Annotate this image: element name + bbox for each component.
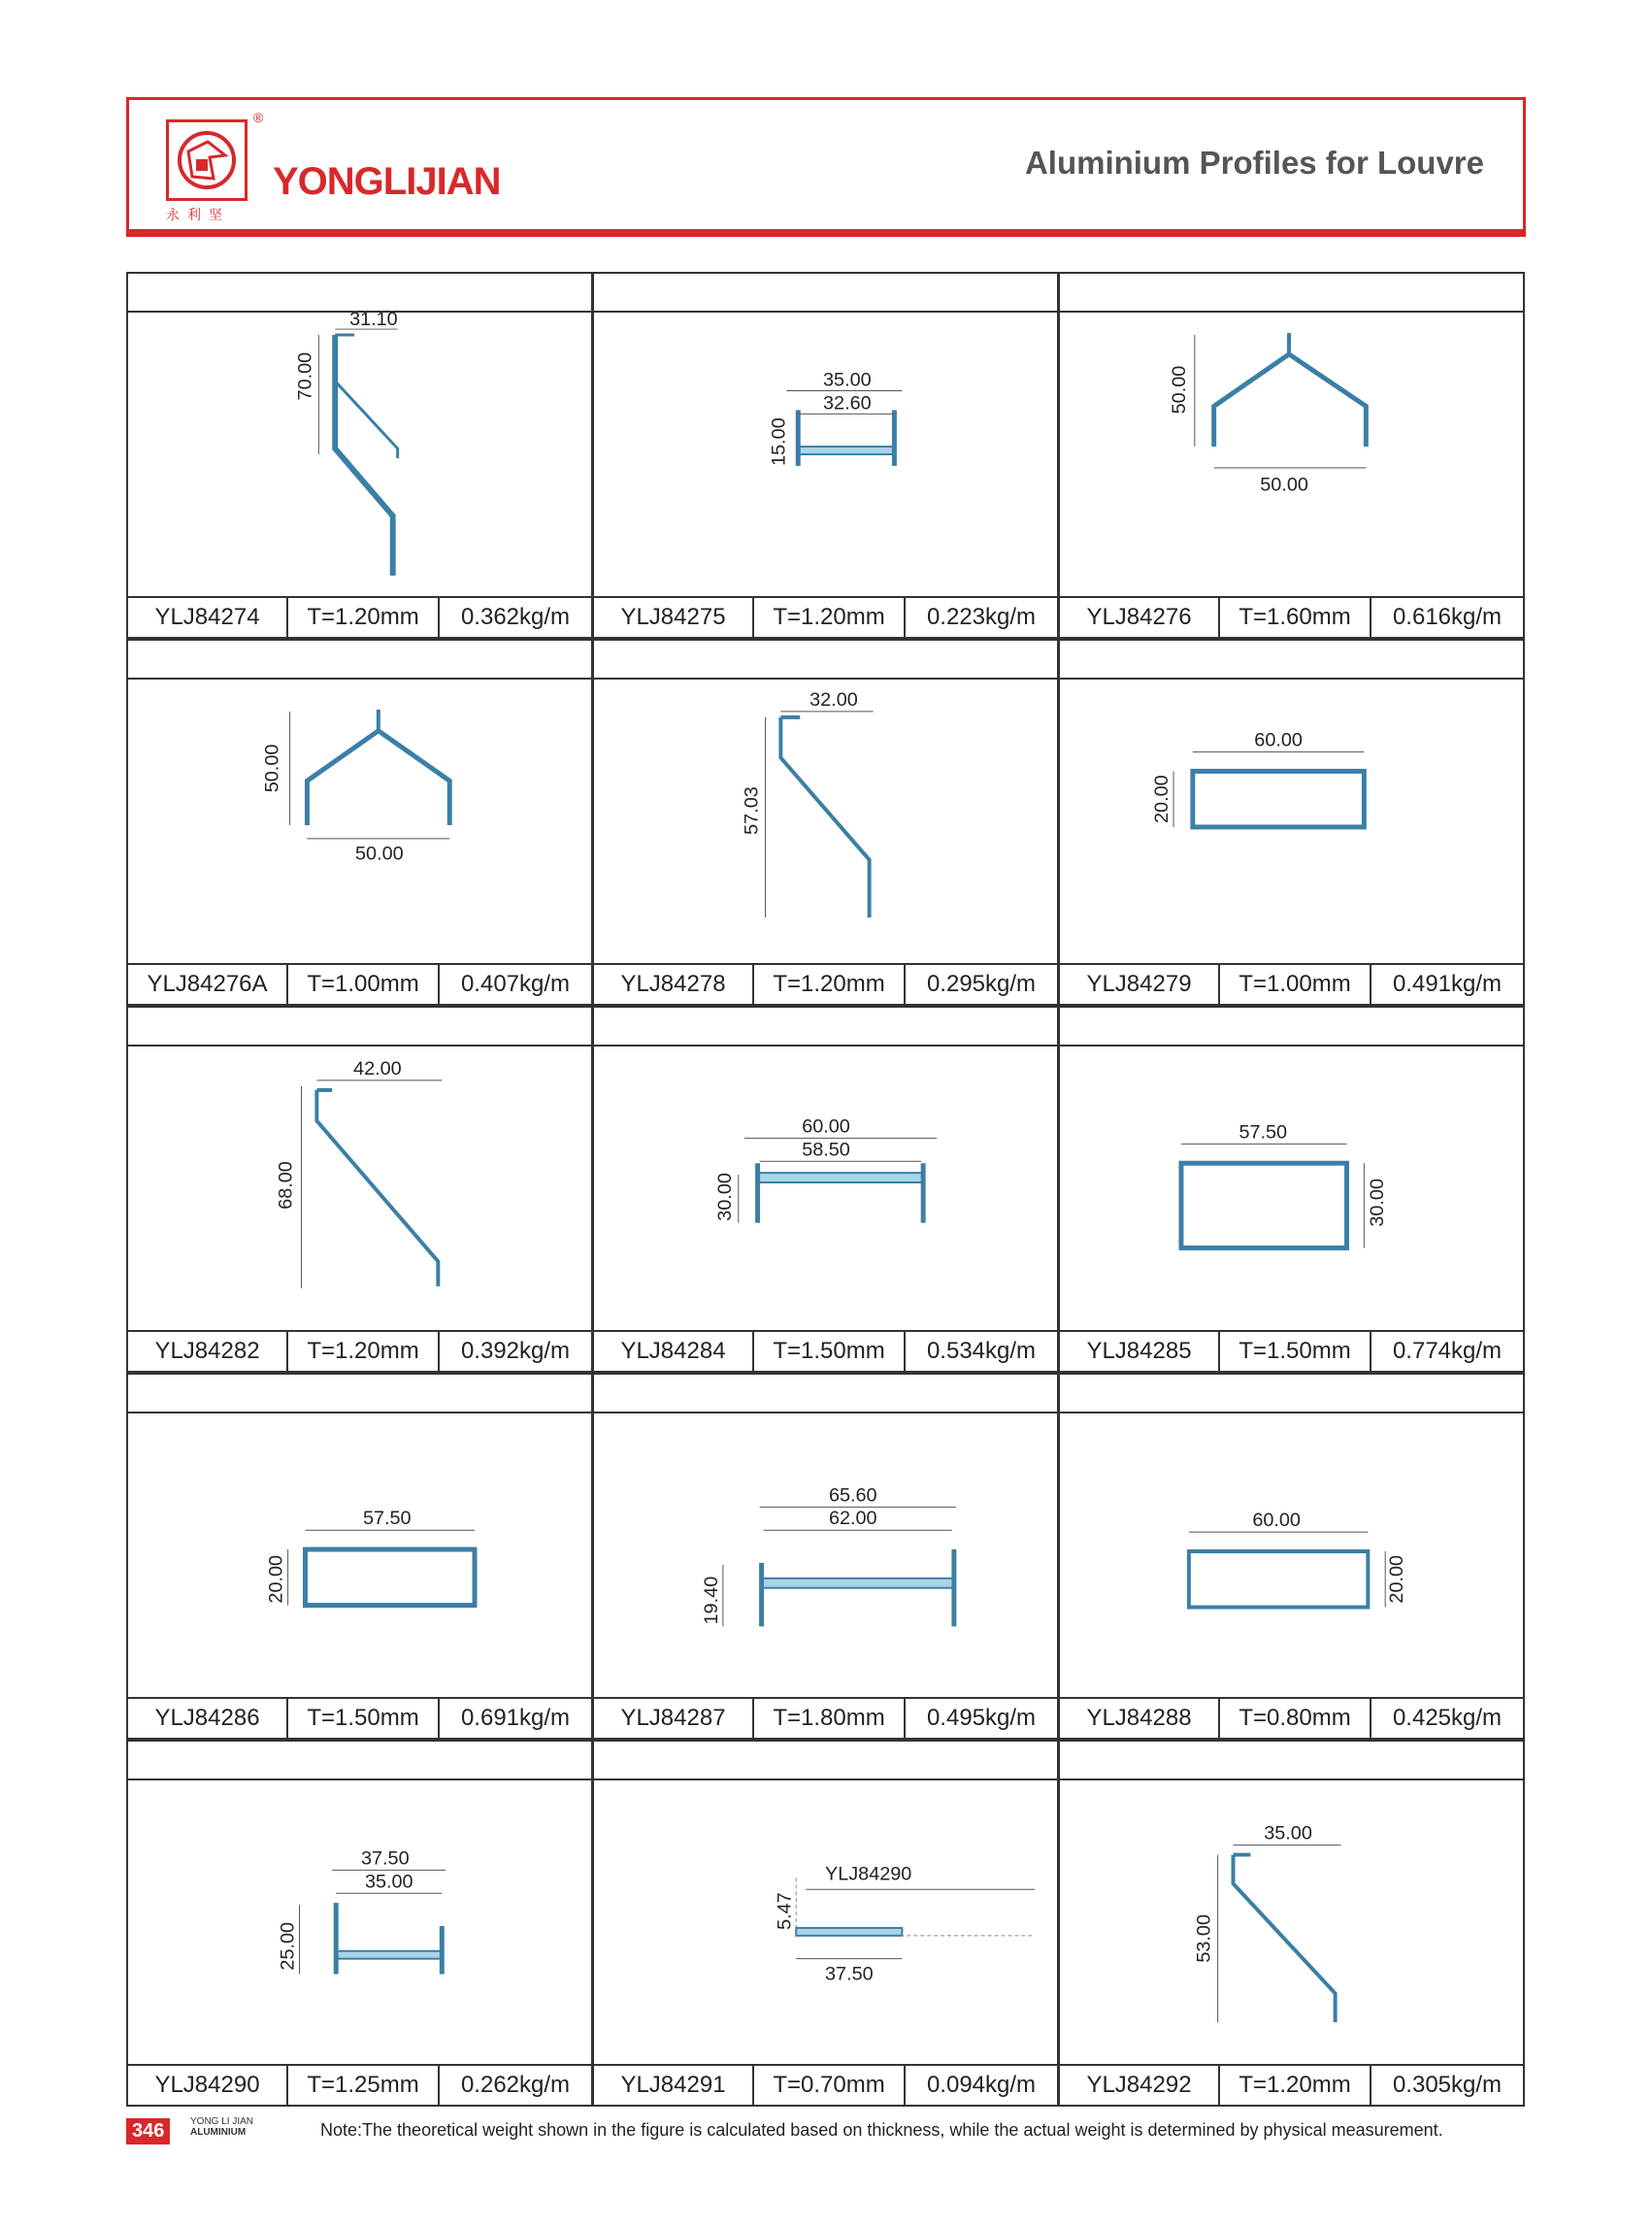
profile-row xyxy=(126,1373,1526,1740)
dim-height: 5.47 xyxy=(774,1892,796,1930)
dim-height: 50.00 xyxy=(261,744,283,793)
profile-card xyxy=(126,1006,593,1373)
dim-width: 42.00 xyxy=(353,1057,402,1080)
profile-info xyxy=(128,963,591,1004)
profile-weight: 0.262kg/m xyxy=(460,2072,571,2098)
dim-height: 57.03 xyxy=(741,786,763,835)
profile-code: YLJ84285 xyxy=(1060,1332,1220,1371)
dim-width: 35.00 xyxy=(823,369,872,391)
profile-row xyxy=(126,1006,1526,1373)
profile-thickness: T=1.20mm xyxy=(1220,2066,1371,2105)
dim-width: 60.00 xyxy=(1252,1510,1301,1532)
yonglijian-logo-icon xyxy=(166,119,248,201)
dim-width: 37.50 xyxy=(825,1963,874,1985)
profile-code: YLJ84278 xyxy=(594,965,754,1004)
profile-card xyxy=(1058,272,1525,639)
dim-width: 57.50 xyxy=(1239,1121,1288,1144)
profile-info xyxy=(594,963,1057,1004)
profile-info xyxy=(128,2064,591,2105)
profile-drawing xyxy=(128,680,591,959)
profile-weight: 0.495kg/m xyxy=(926,1705,1037,1731)
dim-width: 60.00 xyxy=(1254,729,1303,751)
profile-card xyxy=(126,1373,593,1740)
profile-info xyxy=(594,2064,1057,2105)
profile-card xyxy=(1058,1740,1525,2107)
profile-row xyxy=(126,639,1526,1006)
profile-info xyxy=(1060,1697,1523,1738)
dim-height: 50.00 xyxy=(1168,365,1190,415)
profile-card xyxy=(592,639,1059,1006)
dim-height: 30.00 xyxy=(1367,1179,1389,1227)
dim-width: 50.00 xyxy=(355,843,404,865)
dim-height: 15.00 xyxy=(768,417,790,466)
profile-info xyxy=(128,1697,591,1738)
profile-thickness: T=1.20mm xyxy=(288,1332,440,1371)
profile-drawing xyxy=(594,1413,1057,1693)
dim-width: 32.00 xyxy=(809,688,858,711)
dim-width: 31.10 xyxy=(349,313,398,331)
profile-weight: 0.094kg/m xyxy=(926,2072,1037,2098)
profile-card xyxy=(126,272,593,639)
ref-label: YLJ84290 xyxy=(825,1863,912,1885)
profile-thickness: T=0.80mm xyxy=(1220,1699,1371,1738)
header-divider xyxy=(126,229,1526,237)
profile-drawing xyxy=(1060,1413,1523,1693)
profile-weight: 0.691kg/m xyxy=(460,1705,571,1731)
dim-width: 35.00 xyxy=(1264,1822,1312,1845)
profile-code: YLJ84288 xyxy=(1060,1699,1220,1738)
profile-thickness: T=1.20mm xyxy=(288,598,440,637)
profile-card xyxy=(126,639,593,1006)
profile-drawing xyxy=(128,313,591,592)
dim-height: 70.00 xyxy=(294,351,316,401)
profile-code: YLJ84286 xyxy=(128,1699,288,1738)
profile-weight: 0.305kg/m xyxy=(1392,2072,1503,2098)
profile-grid xyxy=(126,272,1526,2107)
profile-info xyxy=(1060,2064,1523,2105)
profile-code: YLJ84291 xyxy=(594,2066,754,2105)
dim-inner-width: 32.60 xyxy=(823,392,872,415)
profile-code: YLJ84284 xyxy=(594,1332,754,1371)
dim-width: 37.50 xyxy=(360,1847,410,1870)
dim-height: 20.00 xyxy=(1151,775,1173,823)
profile-drawing xyxy=(594,680,1057,959)
profile-info xyxy=(1060,596,1523,637)
profile-thickness: T=1.50mm xyxy=(754,1332,906,1371)
profile-info xyxy=(128,1330,591,1371)
profile-weight: 0.616kg/m xyxy=(1392,604,1503,630)
dim-width: 57.50 xyxy=(362,1508,412,1530)
footer-note: Note:The theoretical weight shown in the figure is calculated based on thickness, while the actual weight is determined by physical measurement. xyxy=(320,2120,1443,2140)
profile-code: YLJ84292 xyxy=(1060,2066,1220,2105)
profile-card xyxy=(592,1006,1059,1373)
profile-code: YLJ84276A xyxy=(128,965,288,1004)
profile-thickness: T=1.60mm xyxy=(1220,598,1371,637)
profile-thickness: T=1.50mm xyxy=(288,1699,440,1738)
dim-height: 19.40 xyxy=(700,1576,722,1625)
dim-width: 65.60 xyxy=(828,1484,877,1507)
profile-code: YLJ84274 xyxy=(128,598,288,637)
profile-thickness: T=1.20mm xyxy=(754,965,906,1004)
profile-drawing xyxy=(1060,313,1523,592)
dim-inner-width: 62.00 xyxy=(828,1508,877,1530)
profile-weight: 0.223kg/m xyxy=(926,604,1037,630)
dim-width: 60.00 xyxy=(802,1115,850,1138)
profile-drawing xyxy=(594,1780,1057,2060)
profile-weight: 0.425kg/m xyxy=(1392,1705,1503,1731)
profile-thickness: T=0.70mm xyxy=(754,2066,906,2105)
dim-height: 20.00 xyxy=(265,1554,287,1604)
profile-card xyxy=(592,1373,1059,1740)
profile-drawing xyxy=(128,1780,591,2060)
dim-inner-width: 58.50 xyxy=(802,1139,850,1161)
footer-brand-name: YONG LI JIAN xyxy=(190,2116,254,2127)
dim-height: 68.00 xyxy=(275,1161,297,1210)
profile-drawing xyxy=(1060,1780,1523,2060)
profile-card xyxy=(592,1740,1059,2107)
profile-row xyxy=(126,272,1526,639)
profile-drawing xyxy=(594,313,1057,592)
profile-weight: 0.407kg/m xyxy=(460,971,571,997)
profile-thickness: T=1.00mm xyxy=(288,965,440,1004)
profile-weight: 0.491kg/m xyxy=(1392,971,1503,997)
footer-brand-sub: ALUMINIUM xyxy=(190,2127,247,2138)
profile-card xyxy=(592,272,1059,639)
page-header xyxy=(126,97,1526,233)
profile-drawing xyxy=(1060,1047,1523,1326)
profile-info xyxy=(594,1330,1057,1371)
profile-weight: 0.295kg/m xyxy=(926,971,1037,997)
profile-code: YLJ84287 xyxy=(594,1699,754,1738)
profile-drawing xyxy=(128,1047,591,1326)
profile-card xyxy=(126,1740,593,2107)
profile-info xyxy=(1060,1330,1523,1371)
dim-height: 20.00 xyxy=(1386,1554,1408,1604)
dim-height: 30.00 xyxy=(713,1173,736,1221)
brand-name: YONGLIJIAN xyxy=(273,160,501,203)
profile-card xyxy=(1058,639,1525,1006)
profile-thickness: T=1.50mm xyxy=(1220,1332,1371,1371)
profile-code: YLJ84279 xyxy=(1060,965,1220,1004)
profile-drawing xyxy=(1060,680,1523,959)
profile-drawing xyxy=(128,1413,591,1693)
page-number: 346 xyxy=(126,2118,170,2144)
profile-thickness: T=1.20mm xyxy=(754,598,906,637)
profile-info xyxy=(594,1697,1057,1738)
profile-code: YLJ84276 xyxy=(1060,598,1220,637)
profile-code: YLJ84275 xyxy=(594,598,754,637)
profile-drawing xyxy=(594,1047,1057,1326)
dim-height: 53.00 xyxy=(1193,1914,1215,1963)
profile-info xyxy=(594,596,1057,637)
profile-code: YLJ84290 xyxy=(128,2066,288,2105)
profile-card xyxy=(1058,1006,1525,1373)
profile-info xyxy=(128,596,591,637)
dim-inner-width: 35.00 xyxy=(364,1871,413,1893)
profile-weight: 0.392kg/m xyxy=(460,1338,571,1364)
brand-cn: 永利坚 xyxy=(166,207,230,222)
profile-thickness: T=1.25mm xyxy=(288,2066,440,2105)
profile-thickness: T=1.00mm xyxy=(1220,965,1371,1004)
profile-card xyxy=(1058,1373,1525,1740)
profile-row xyxy=(126,1740,1526,2107)
profile-weight: 0.362kg/m xyxy=(460,604,571,630)
profile-code: YLJ84282 xyxy=(128,1332,288,1371)
page-title: Aluminium Profiles for Louvre xyxy=(1024,145,1484,181)
profile-info xyxy=(1060,963,1523,1004)
registered-mark: ® xyxy=(253,110,264,125)
dim-height: 25.00 xyxy=(277,1921,299,1971)
profile-weight: 0.534kg/m xyxy=(926,1338,1037,1364)
profile-weight: 0.774kg/m xyxy=(1392,1338,1503,1364)
footer-brand xyxy=(190,2116,253,2138)
profile-thickness: T=1.80mm xyxy=(754,1699,906,1738)
dim-width: 50.00 xyxy=(1260,474,1308,496)
